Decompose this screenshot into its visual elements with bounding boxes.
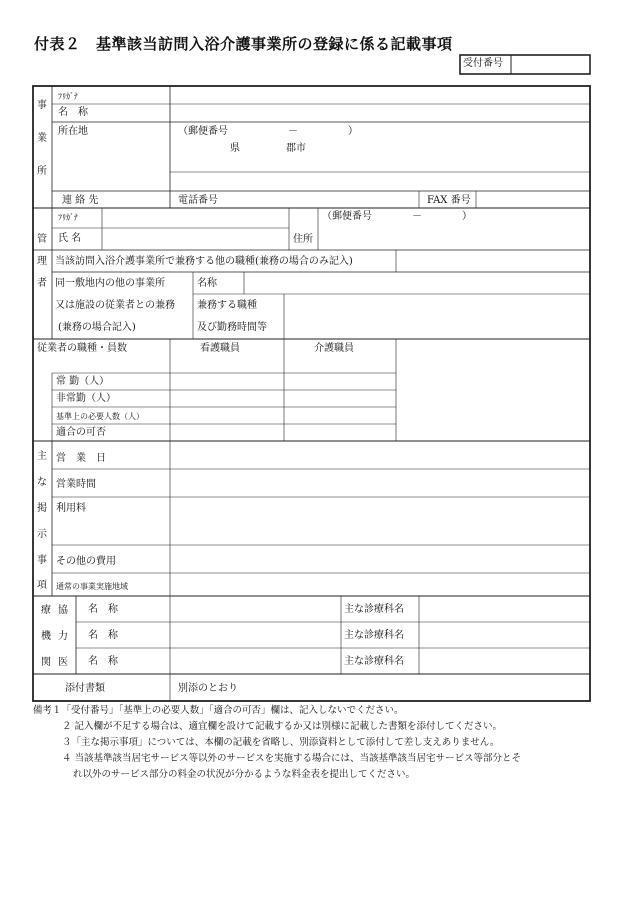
manager-postal-code: （郵便番号 － ）: [322, 211, 472, 222]
fee-label: 利用料: [56, 503, 86, 514]
kyoryoku-side-b2: 力: [58, 631, 68, 642]
hospital-name-label-1: 名 称: [88, 604, 118, 615]
staff-col-care: 介護職員: [314, 343, 354, 354]
other-facility-label-2: 又は施設の従業者との兼務: [55, 300, 175, 311]
office-city: 郡市: [286, 143, 306, 154]
other-facility-name-label: 名称: [197, 278, 217, 289]
keiji-side-1: 主: [37, 451, 47, 462]
other-facility-label-1: 同一敷地内の他の事業所: [55, 278, 165, 289]
staff-header: 従業者の職種・員数: [37, 343, 127, 354]
kyoryoku-side-b1: 協: [58, 605, 68, 616]
office-contact-label: 連 絡 先: [62, 195, 99, 206]
hospital-name-label-2: 名 称: [88, 630, 118, 641]
note-2: ２ 記入欄が不足する場合は、適宜欄を設けて記載するか又は別様に記載した書類を添付してください。: [62, 721, 503, 732]
keiji-side-5: 事: [37, 555, 47, 566]
page-title: 付表２ 基準該当訪問入浴介護事業所の登録に係る記載事項: [34, 35, 453, 53]
hospital-dept-label-1: 主な診療科名: [344, 604, 404, 615]
hospital-name-label-3: 名 称: [88, 656, 118, 667]
office-name-label: 名 称: [58, 107, 88, 118]
business-days-label: 営 業 日: [56, 453, 106, 464]
office-prefecture: 県: [230, 143, 240, 154]
keiji-side-4: 示: [37, 529, 47, 540]
other-fees-label: その他の費用: [56, 556, 116, 567]
jigyosho-side-1: 事: [37, 100, 47, 111]
manager-address-label: 住所: [293, 234, 313, 245]
hospital-dept-label-3: 主な診療科名: [344, 656, 404, 667]
keiji-side-3: 掲: [37, 503, 47, 514]
staff-row-required: 基準上の必要人数（人）: [56, 412, 144, 421]
office-postal-code: （郵便番号 － ）: [178, 126, 358, 137]
other-facility-label-3: (兼務の場合記入): [58, 322, 136, 333]
kyoryoku-side-a1: 療: [41, 605, 51, 616]
concurrent-duty-label: 当該訪問入浴介護事業所で兼務する他の職種(兼務の場合のみ記入): [55, 256, 353, 267]
kyoryoku-side-b3: 医: [58, 657, 68, 668]
jigyosho-side-2: 業: [37, 133, 47, 144]
business-hours-label: 営業時間: [56, 479, 96, 490]
note-4: ４ 当該基準該当居宅サービス等以外のサービスを実施する場合には、当該基準該当居宅サービス等部分とそ: [62, 753, 522, 764]
keiji-side-6: 項: [37, 580, 47, 591]
concurrent-job-label-2: 及び勤務時間等: [197, 322, 267, 333]
note-3: ３「主な掲示事項」については、本欄の記載を省略し、別添資料として添付して差し支えありません。: [62, 737, 500, 748]
keiji-side-2: な: [37, 477, 47, 488]
office-address-label: 所在地: [58, 126, 88, 137]
jigyosho-side-3: 所: [37, 166, 47, 177]
attachment-value: 別添のとおり: [178, 683, 238, 694]
office-fax-label: FAX 番号: [427, 195, 471, 206]
service-area-label: 通常の事業実施地域: [56, 582, 128, 591]
receipt-number-label: 受付番号: [463, 58, 503, 69]
staff-row-fulltime: 常 勤（人）: [56, 376, 110, 387]
kyoryoku-side-a2: 機: [41, 631, 51, 642]
staff-row-compliance: 適合の可否: [56, 427, 106, 438]
concurrent-job-label-1: 兼務する職種: [197, 300, 257, 311]
attachment-label: 添付書類: [65, 683, 105, 694]
staff-row-parttime: 非常勤（人）: [56, 393, 116, 404]
office-tel-label: 電話番号: [178, 195, 218, 206]
note-1: 備考１「受付番号」「基準上の必要人数」「適合の可否」欄は、記入しないでください。: [33, 705, 404, 716]
note-4-cont: れ以外のサービス部分の料金の状況が分かるような料金表を提出してください。: [73, 769, 416, 780]
hospital-dept-label-2: 主な診療科名: [344, 630, 404, 641]
kanrisha-side-2: 理: [37, 256, 47, 267]
manager-name-label: 氏 名: [58, 233, 82, 244]
staff-col-nurse: 看護職員: [200, 343, 240, 354]
kanrisha-side-3: 者: [37, 278, 47, 289]
kyoryoku-side-a3: 関: [41, 657, 51, 668]
office-furigana-label: ﾌﾘｶﾞﾅ: [58, 92, 78, 101]
kanrisha-side-1: 管: [37, 234, 47, 245]
manager-furigana-label: ﾌﾘｶﾞﾅ: [58, 213, 78, 222]
